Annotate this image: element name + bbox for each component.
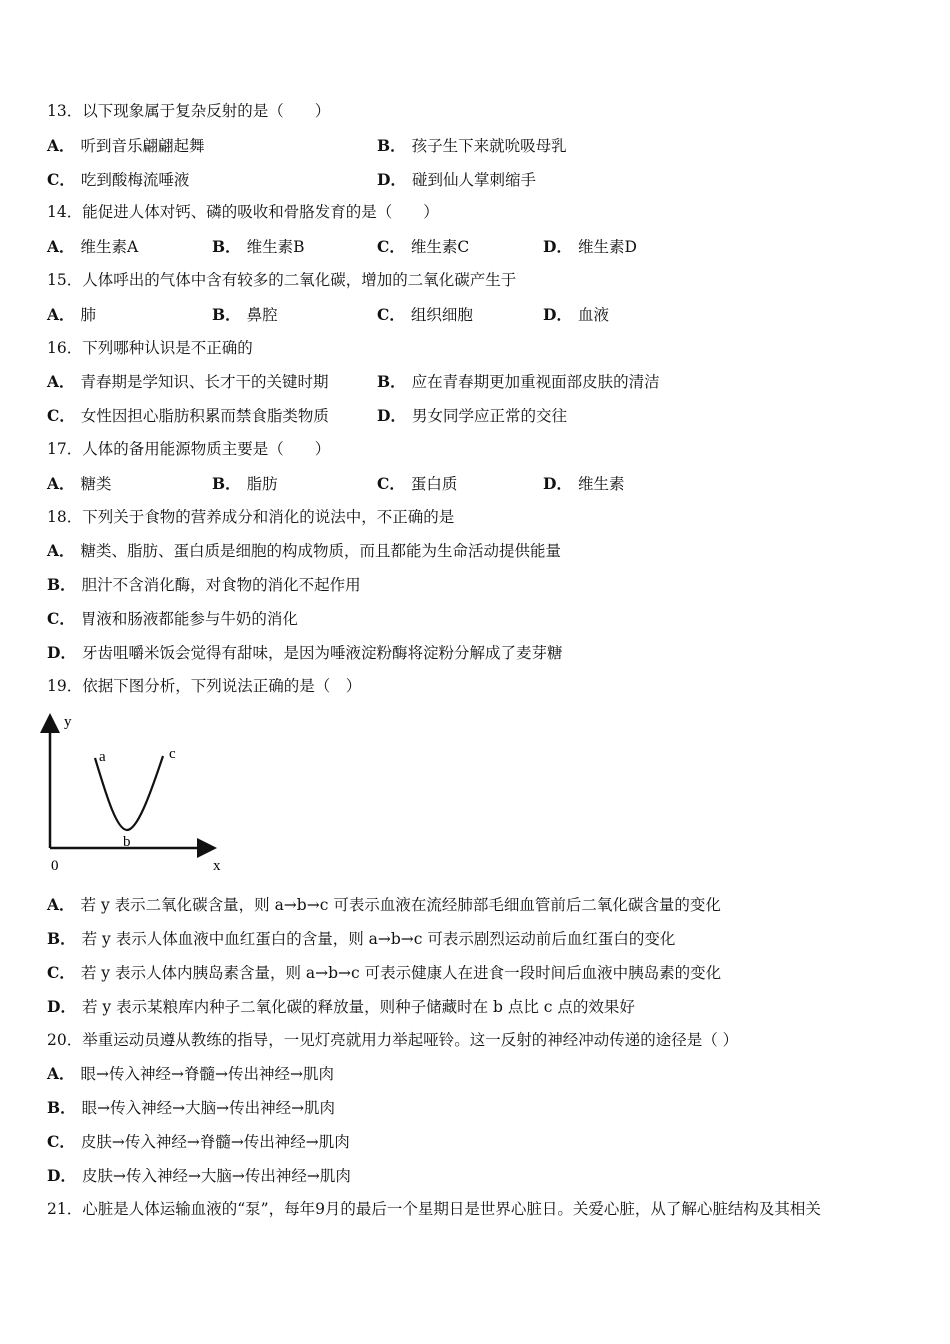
v-curve-graph [37,708,237,883]
option-d: D． 若 y 表示某粮库内种子二氧化碳的释放量，则种子储藏时在 b 点比 c 点的效果好 [47,996,635,1016]
question-21-stem: 21．心脏是人体运输血液的“泵”，每年9月的最后一个星期日是世界心脏日。关爱心脏，从了解心脏结构及其相关 [47,1199,821,1218]
option-b: B． 孩子生下来就吮吸母乳 [377,135,567,155]
option-b: B． 鼻腔 [212,304,278,324]
v-curve [95,756,163,830]
option-b: B． 若 y 表示人体血液中血红蛋白的含量，则 a→b→c 可表示剧烈运动前后血红蛋白的变化 [47,929,676,949]
question-13-options-row1 [47,129,927,163]
question-14-stem: 14．能促进人体对钙、磷的吸收和骨胳发育的是（ ） [47,203,439,222]
option-c: C． 维生素C [377,237,470,257]
question-14-options [47,230,927,264]
question-19-stem: 19．依据下图分析，下列说法正确的是（ ） [47,676,362,695]
question-20-stem: 20．举重运动员遵从教练的指导，一见灯亮就用力举起哑铃。这一反射的神经冲动传递的途径是（ ） [47,1030,739,1049]
origin-label: 0 [51,858,59,875]
question-16-options-row1 [47,365,927,399]
option-d: D． 维生素 [543,473,625,493]
point-a-label: a [99,749,106,766]
question-13-stem: 13．以下现象属于复杂反射的是（ ） [47,102,331,120]
question-16-stem: 16．下列哪种认识是不正确的 [47,338,253,357]
option-c: C． 胃液和肠液都能参与牛奶的消化 [47,608,298,628]
question-17-options [47,467,927,501]
y-axis-label: y [64,714,72,731]
option-d: D． 碰到仙人掌刺缩手 [377,169,536,189]
option-c: C． 吃到酸梅流唾液 [47,169,190,189]
option-a: A． 若 y 表示二氧化碳含量，则 a→b→c 可表示血液在流经肺部毛细血管前后二氧化碳含量的变化 [47,895,721,915]
question-19-figure [47,703,927,888]
question-15-stem: 15．人体呼出的气体中含有较多的二氧化碳，增加的二氧化碳产生于 [47,270,517,289]
option-b: B． 应在青春期更加重视面部皮肤的清洁 [377,372,660,392]
option-a: A． 眼→传入神经→脊髓→传出神经→肌肉 [47,1064,334,1084]
exam-page [47,95,927,1226]
option-b: B． 眼→传入神经→大脑→传出神经→肌肉 [47,1098,336,1118]
option-b: B． 胆汁不含消化酶，对食物的消化不起作用 [47,575,361,595]
option-c: C． 女性因担心脂肪积累而禁食脂类物质 [47,406,329,426]
option-a: A． 听到音乐翩翩起舞 [47,135,205,155]
option-a: A． 糖类 [47,473,112,493]
option-c: C． 蛋白质 [377,473,458,493]
question-17-stem: 17．人体的备用能源物质主要是（ ） [47,439,331,458]
option-d: D． 维生素D [543,237,637,257]
option-b: B． 脂肪 [212,473,278,493]
option-c: C． 皮肤→传入神经→脊髓→传出神经→肌肉 [47,1131,350,1151]
question-18-stem: 18．下列关于食物的营养成分和消化的说法中，不正确的是 [47,507,455,526]
option-d: D． 皮肤→传入神经→大脑→传出神经→肌肉 [47,1165,351,1185]
option-b: B． 维生素B [212,237,305,257]
option-c: C． 若 y 表示人体内胰岛素含量，则 a→b→c 可表示健康人在进食一段时间后血液中胰岛素的变化 [47,962,722,982]
option-a: A． 糖类、脂肪、蛋白质是细胞的构成物质，而且都能为生命活动提供能量 [47,541,562,561]
option-d: D． 血液 [543,304,609,324]
option-a: A． 青春期是学知识、长才干的关键时期 [47,372,329,392]
point-b-label: b [123,834,131,851]
option-a: A． 肺 [47,304,97,324]
question-16-options-row2 [47,399,927,433]
option-c: C． 组织细胞 [377,304,473,324]
option-d: D． 牙齿咀嚼米饭会觉得有甜味，是因为唾液淀粉酶将淀粉分解成了麦芽糖 [47,642,563,662]
x-axis-label: x [213,858,221,875]
question-13-options-row2 [47,163,927,197]
option-a: A． 维生素A [47,237,139,257]
point-c-label: c [169,746,176,763]
option-d: D． 男女同学应正常的交往 [377,406,567,426]
question-15-options [47,298,927,332]
